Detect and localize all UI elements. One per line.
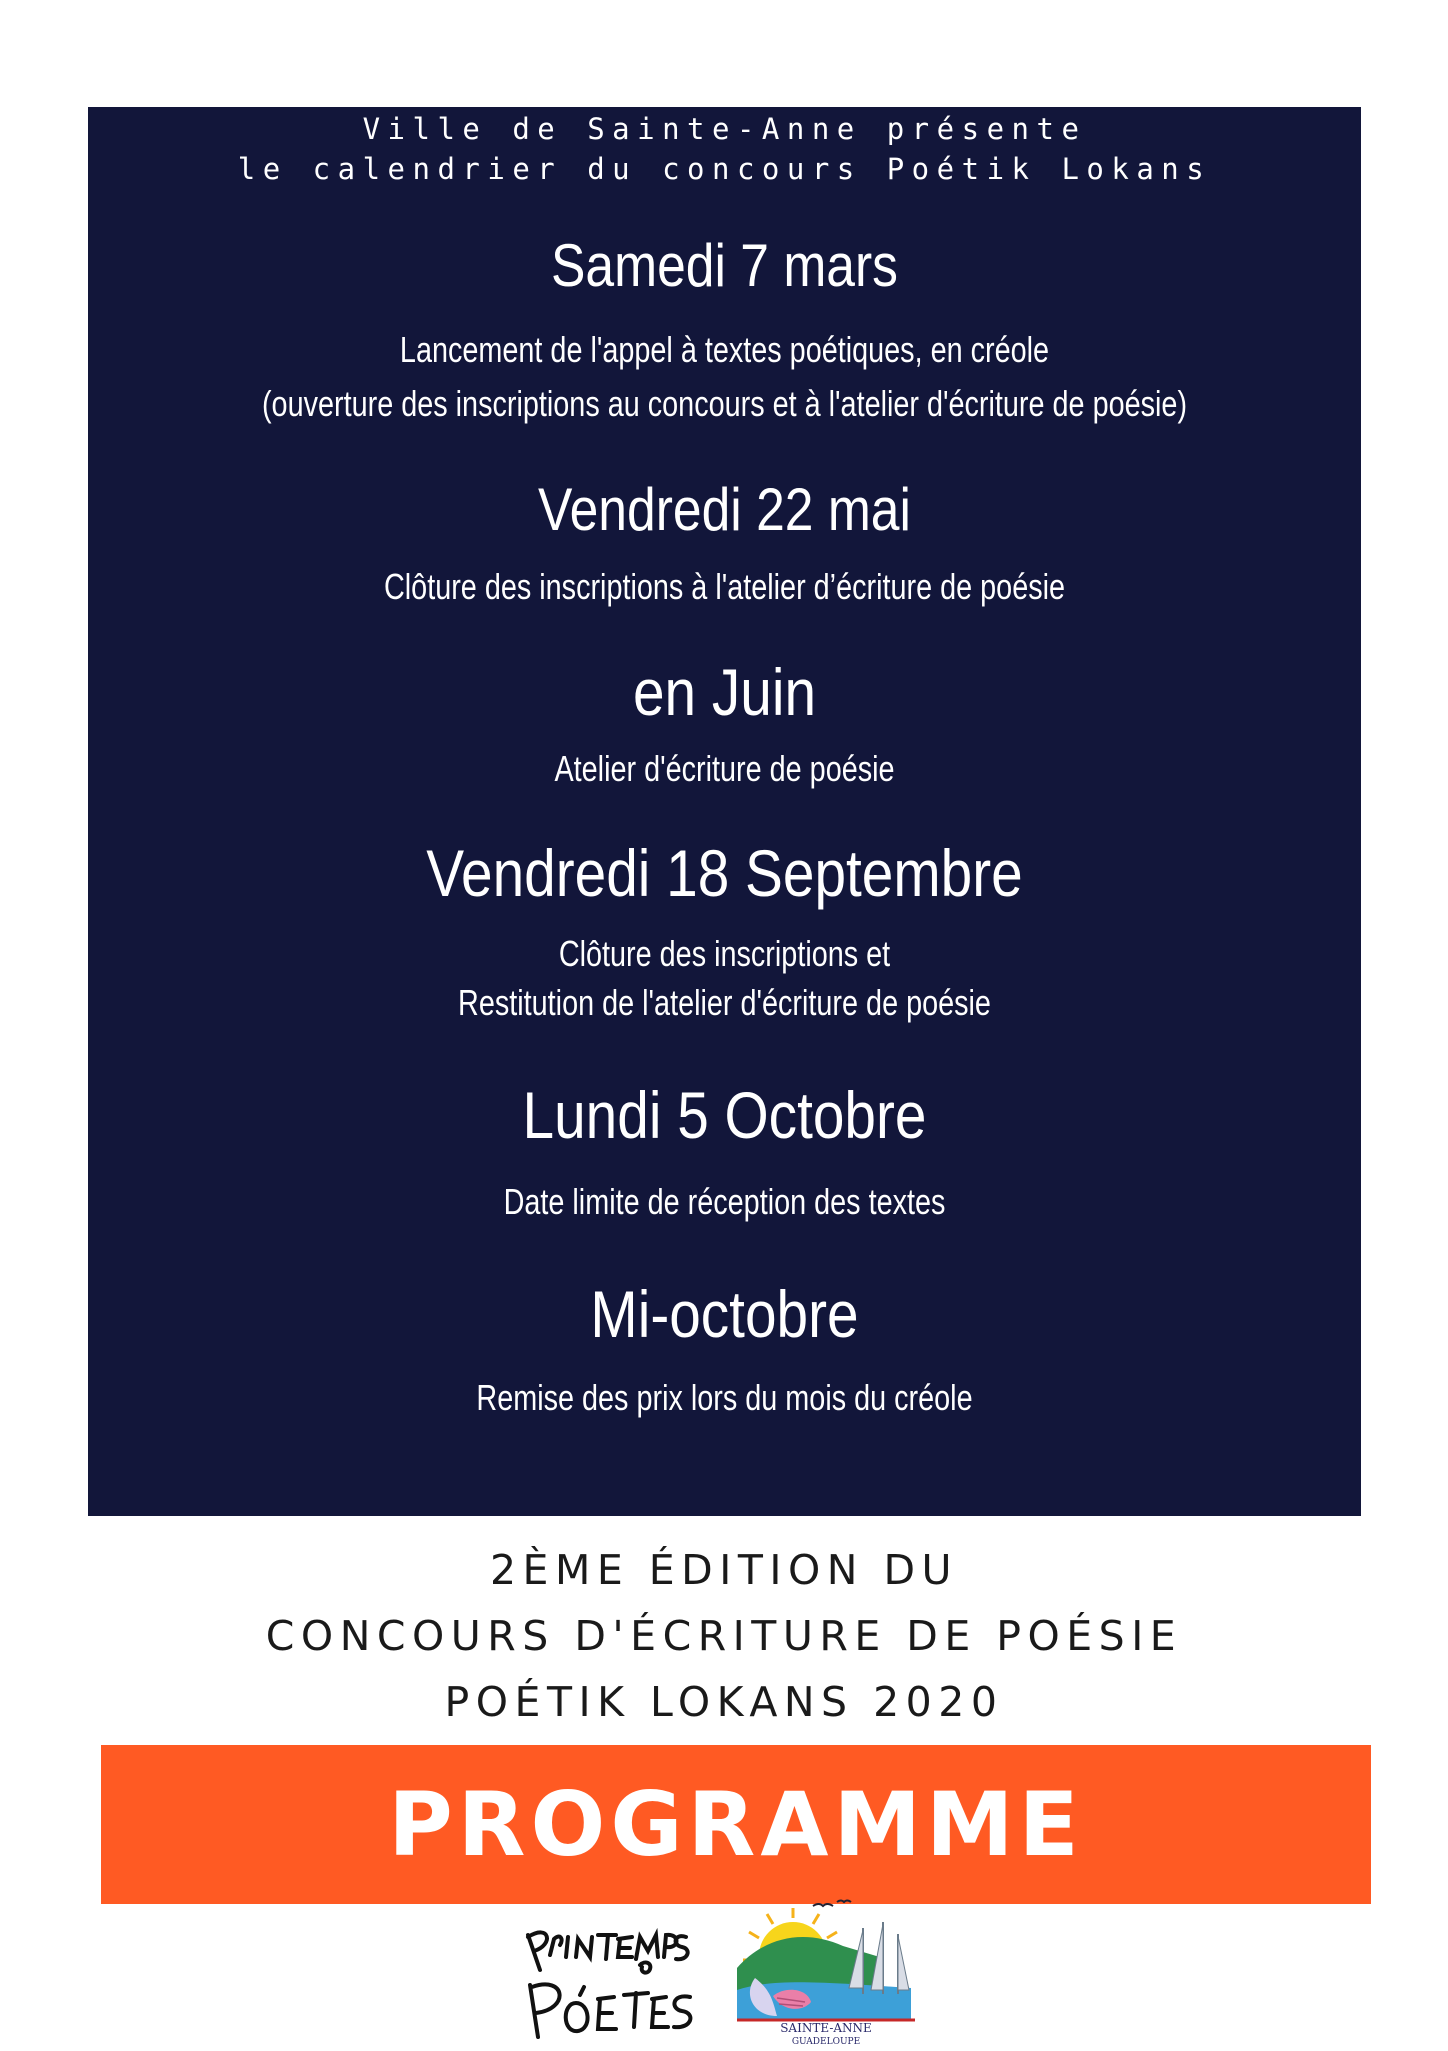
event-date: en Juin: [632, 655, 817, 729]
event-description: Lancement de l'appel à textes poétiques, en créole: [399, 329, 1050, 370]
event-date: Vendredi 18 Septembre: [426, 836, 1023, 910]
event-description: Remise des prix lors du mois du créole: [476, 1377, 973, 1418]
event-date: Vendredi 22 mai: [538, 476, 911, 543]
sainte-anne-logo-art: [733, 1898, 919, 2046]
event-date: Lundi 5 Octobre: [522, 1078, 927, 1152]
intro-line-2: le calendrier du concours Poétik Lokans: [237, 152, 1212, 186]
event-date: Mi-octobre: [590, 1277, 859, 1351]
event-description: (ouverture des inscriptions au concours et à l'atelier d'écriture de poésie): [261, 383, 1188, 424]
programme-banner: [101, 1745, 1371, 1904]
sainte-anne-logo: [733, 1898, 919, 2046]
event-description: Restitution de l'atelier d'écriture de poésie: [458, 982, 991, 1023]
event-description: Clôture des inscriptions à l'atelier d’écriture de poésie: [383, 566, 1066, 607]
calendar-panel: [88, 107, 1361, 1516]
headline-line-2: CONCOURS D'ÉCRITURE DE POÉSIE: [265, 1612, 1183, 1660]
programme-label: PROGRAMME: [388, 1773, 1084, 1876]
headline-line-3: POÉTIK LOKANS 2020: [444, 1678, 1004, 1726]
sainte-anne-logo-subtext: GUADELOUPE: [791, 2037, 861, 2046]
intro-line-1: Ville de Sainte-Anne présente: [362, 112, 1087, 146]
headline-line-1: 2ÈME ÉDITION DU: [489, 1546, 959, 1594]
event-description: Clôture des inscriptions et: [558, 933, 891, 974]
event-date: Samedi 7 mars: [550, 232, 898, 299]
printemps-des-poetes-logo: [520, 1915, 700, 2045]
printemps-des-poetes-logo-art: [520, 1915, 700, 2045]
sainte-anne-logo-text: SAINTE-ANNE: [780, 2021, 872, 2035]
event-description: Date limite de réception des textes: [503, 1181, 946, 1222]
event-description: Atelier d'écriture de poésie: [554, 748, 895, 789]
